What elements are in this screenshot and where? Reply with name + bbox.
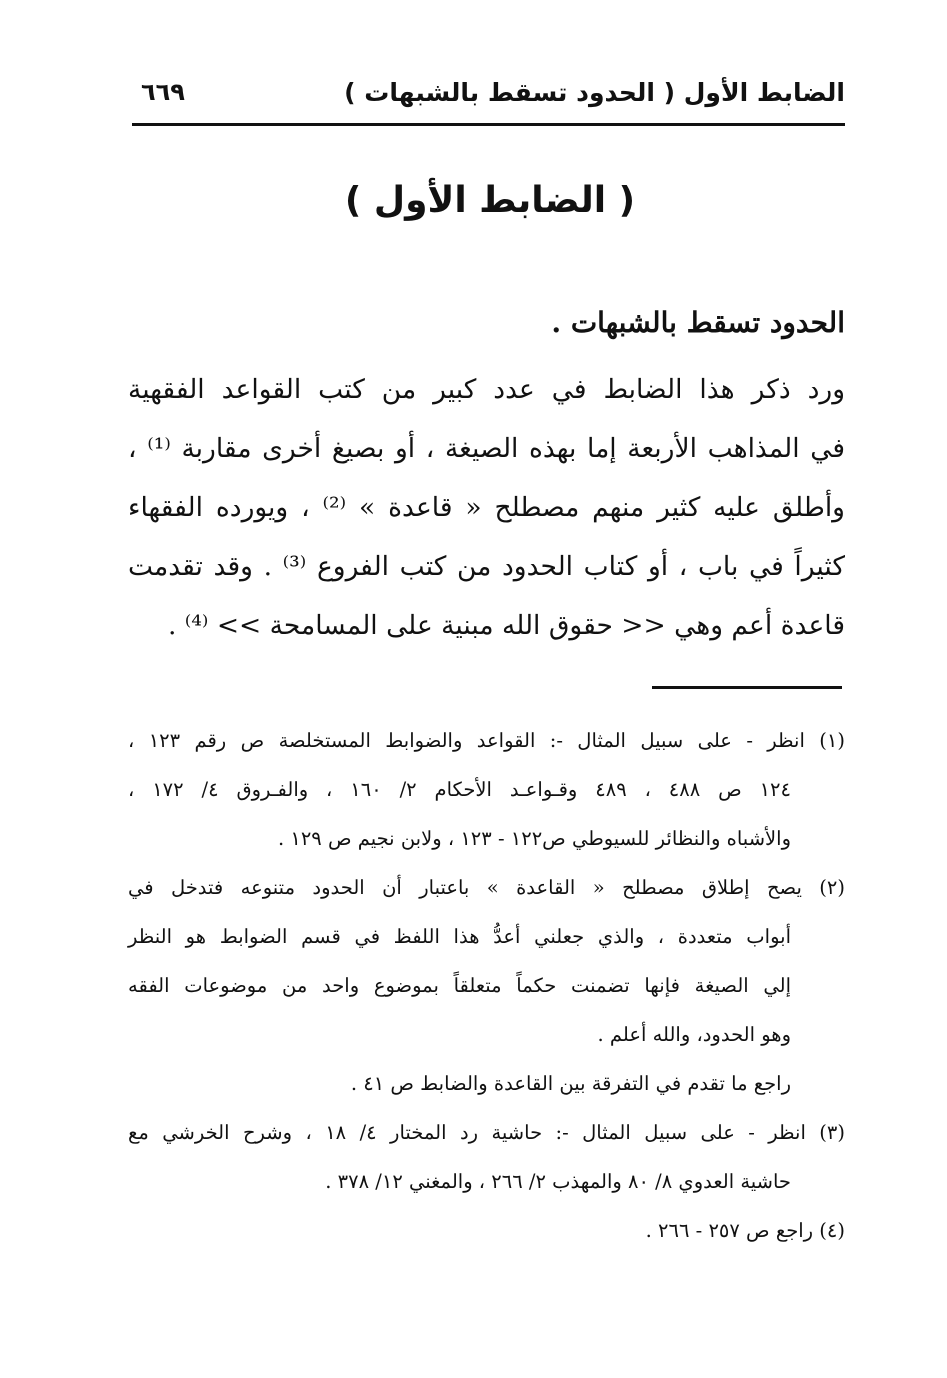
footnote-separator bbox=[652, 686, 842, 689]
footnote-line: (١) انظر - على سبيل المثال -: القواعد والضوابط المستخلصة ص رقم ١٢٣ ، bbox=[128, 729, 845, 752]
footnote-line: ١٢٤ ص ٤٨٨ ، ٤٨٩ وقـواعـد الأحكام ٢/ ١٦٠ ، والفـروق ٤/ ١٧٢ ، bbox=[128, 778, 791, 801]
footnote-line: حاشية العدوي ٨/ ٨٠ والمهذب ٢/ ٢٦٦ ، والمغني ١٢/ ٣٧٨ . bbox=[325, 1170, 791, 1193]
running-title: الضابط الأول ( الحدود تسقط بالشبهات ) bbox=[344, 78, 845, 107]
footnote-line: وهو الحدود، والله أعلم . bbox=[597, 1023, 791, 1046]
body-line: في المذاهب الأربعة إما بهذه الصيغة ، أو بصيغ أخرى مقاربة ⁽¹⁾ ، bbox=[128, 433, 845, 464]
body-line: وأطلق عليه كثير منهم مصطلح « قاعدة » ⁽²⁾ ، ويورده الفقهاء bbox=[128, 492, 845, 523]
footnote-line: راجع ما تقدم في التفرقة بين القاعدة والضابط ص ٤١ . bbox=[350, 1072, 791, 1095]
body-line: ورد ذكر هذا الضابط في عدد كبير من كتب القواعد الفقهية bbox=[128, 374, 845, 405]
header-rule bbox=[132, 123, 845, 126]
body-line: كثيراً في باب ، أو كتاب الحدود من كتب الفروع ⁽³⁾ . وقد تقدمت bbox=[128, 551, 846, 582]
footnote-line: (٤) راجع ص ٢٥٧ - ٢٦٦ . bbox=[645, 1219, 845, 1242]
footnote-line: إلي الصيغة فإنها تضمنت حكماً متعلقاً بموضوع واحد من موضوعات الفقه bbox=[128, 974, 791, 997]
section-title: ( الضابط الأول ) bbox=[344, 180, 636, 221]
footnote-line: (٢) يصح إطلاق مصطلح « القاعدة » باعتبار أن الحدود متنوعه فتدخل في bbox=[128, 876, 845, 899]
rule-statement: الحدود تسقط بالشبهات . bbox=[551, 306, 845, 339]
page-header bbox=[135, 72, 845, 122]
footnote-line: (٣) انظر - على سبيل المثال -: حاشية رد المختار ٤/ ١٨ ، وشرح الخرشي مع bbox=[128, 1121, 845, 1144]
body-line: قاعدة أعم وهي << حقوق الله مبنية على المسامحة >> ⁽⁴⁾ . bbox=[167, 610, 845, 641]
footnote-line: والأشباه والنظائر للسيوطي ص١٢٢ - ١٢٣ ، ولابن نجيم ص ١٢٩ . bbox=[277, 827, 791, 850]
page-number: ٦٦٩ bbox=[141, 78, 185, 106]
footnotes bbox=[128, 716, 845, 1255]
body-paragraph bbox=[128, 360, 845, 655]
footnote-line: أبواب متعددة ، والذي جعلني أعدُّ هذا اللفظ في قسم الضوابط هو النظر bbox=[128, 925, 791, 948]
